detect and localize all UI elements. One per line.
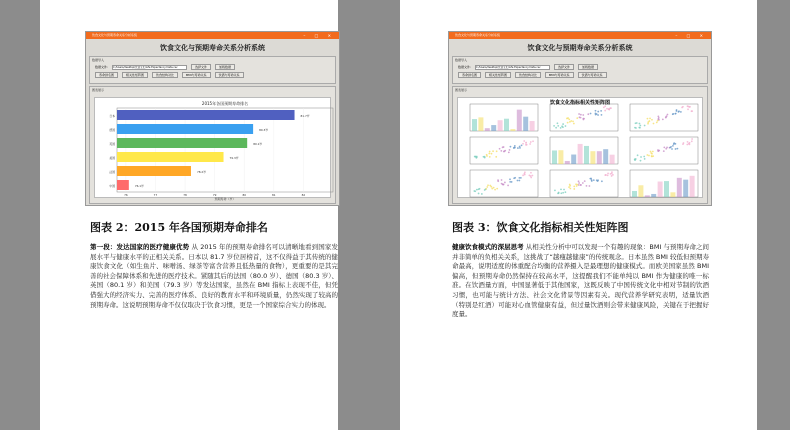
scatter-point [646,154,648,156]
scatter-point [676,148,678,150]
scatter-point [686,144,688,146]
scatter-point [665,148,667,150]
scatter-point [673,143,675,145]
scatter-point [524,171,526,173]
scatter-point [586,185,588,187]
x-tick-label: 79 [212,193,217,197]
scatter-point [507,185,509,187]
display-group [452,86,708,204]
histogram-bar [651,194,656,197]
scatter-point [509,181,511,183]
scatter-point [502,146,504,148]
histogram-bar [558,150,563,164]
histogram-bar [504,119,509,131]
scatter-point [595,110,597,112]
histogram-bar [530,121,535,131]
paragraph-body: 从 2015 年的预期寿命排名可以清晰地看到国家发展水平与健康水平的正相关关系。日本以 81.7 岁位居榜首，这不仅得益于其传统的健康饮食文化（如生鱼片、味噌汤、绿茶等富含营养且低热量的食物），更重要的是其完善的社会保障体系和先进的医疗技术。紧随其后的法国（80.0 岁）、德国（80.3 岁）、英国（80.1 岁）和美国（79.3 岁）等发达国家，虽然在 BMI 指标上表现不佳，但凭借强大的经济实力、完善的医疗体系、良好的教育水平和环境质量，仍然实现了较高的预期寿命。这说明预期寿命不仅仅取决于饮食习惯，更是一个国家综合实力的体现。 [90,243,338,309]
scatter-point [653,123,655,125]
scatter-point [608,108,610,110]
scatter-point [680,111,682,113]
data-label: 76.1岁 [134,184,144,188]
figure-caption-2: 图表 2：2015 年各国预期寿命排名 [90,221,268,234]
histogram-bar [690,176,695,197]
scatter-point [562,192,564,194]
scatter-point [652,151,654,153]
scatter-point [573,186,575,188]
x-tick-label: 76 [124,193,128,197]
bar [117,166,191,176]
scatter-point [501,183,503,185]
scatter-point [497,179,499,181]
histogram-bar [485,128,490,131]
ranking-chart-button[interactable]: 寿命排名图 [458,72,481,78]
scatter-point [486,186,488,188]
scatter-point [687,141,689,143]
scatter-point [489,156,491,158]
correlation-matrix-button[interactable]: 相关性矩阵图 [122,72,148,78]
scatter-point [518,180,520,182]
scatter-point [473,190,475,192]
histogram-bar [472,119,477,131]
scatter-point [584,180,586,182]
x-tick-label: 81 [272,193,276,197]
scatter-point [647,123,649,125]
scatter-point [499,148,501,150]
histogram-bar [478,117,483,131]
scatter-point [667,114,669,116]
histogram-bar [658,182,663,197]
import-group-label: 数据导入 [92,58,105,62]
scatter-point [578,113,580,115]
scatter-point [532,175,534,177]
scatter-point [638,127,640,129]
scatter-point [649,118,651,120]
scatter-point [597,180,599,182]
scatter-point [525,142,527,144]
file-path-input[interactable]: C:/Users/desktop/饮食文化/Life Expectancy Data.csv [112,65,187,70]
scatter-point [526,144,528,146]
matrix-area [457,97,703,198]
scatter-point [565,125,567,127]
scatter-point [517,147,519,149]
scatter-point [553,125,555,127]
scatter-point [569,185,571,187]
scatter-point [563,189,565,191]
histogram-bar [610,155,615,164]
bmi-life-button[interactable]: BMI与寿命关系 [182,72,211,78]
scatter-point [691,110,693,112]
choose-file-button[interactable]: 选择文件 [554,64,574,70]
scatter-point [588,185,590,187]
scatter-point [670,146,672,148]
scatter-point [605,174,607,176]
bar [117,152,224,162]
scatter-point [590,178,592,180]
scatter-point [591,180,593,182]
app-screenshot-ranking [85,31,340,206]
histogram-bar [590,151,595,164]
scatter-point [657,115,659,117]
scatter-point [509,178,511,180]
load-data-button[interactable]: 加载数据 [578,64,598,70]
scatter-point [562,126,564,128]
ranking-bar-chart [95,98,339,202]
scatter-point [504,182,506,184]
import-group [89,56,336,84]
chart-area [94,97,331,201]
scatter-point [560,127,562,129]
y-tick-label: 中国 [109,184,115,188]
scatter-point [601,114,603,116]
display-group-label: 图表展示 [92,88,105,92]
figure-caption-3: 图表 3：饮食文化指标相关性矩阵图 [452,221,629,234]
scatter-point [582,114,584,116]
histogram-bar [677,178,682,197]
app-heading: 饮食文化与预期寿命关系分析系统 [527,43,633,52]
scatter-point [597,114,599,116]
scatter-point [643,156,645,158]
plot-frame [117,108,333,192]
scatter-point [475,156,477,158]
load-data-button[interactable]: 加载数据 [215,64,235,70]
x-tick-label: 77 [153,193,158,197]
scatter-point [530,141,532,143]
scatter-point [564,191,566,193]
scatter-point [610,107,612,109]
scatter-point [578,180,580,182]
scatter-point [640,160,642,162]
scatter-point [689,144,691,146]
scatter-point [530,177,532,179]
y-tick-label: 法国 [109,170,115,174]
scatter-point [517,180,519,182]
x-tick-label: 82 [301,193,306,197]
scatter-point [691,140,693,142]
scatter-point [652,155,654,157]
bar [117,180,129,190]
scatter-point [640,156,642,158]
paragraph-body: 从相关性分析中可以发现一个有趣的现象：BMI 与预期寿命之间并非简单的负相关关系，这挑战了“越瘦越健康”的传统观念。日本虽然 BMI 较低但预期寿命最高，说明适度的体重配合均衡的营养摄入是最理想的健康模式。而欧美国家虽然 BMI 偏高，但预期寿命仍然保持在较高水平，这提醒我们不能单纯以 BMI 作为健康的唯一标准。在饮酒量方面，中国显著低于其他国家，这既反映了中国传统文化中相对节制的饮酒习惯，也可能与统计方法、社会文化背景等因素有关。现代营养学研究表明，适量饮酒（特别是红酒）可能对心血管健康有益，但过量饮酒则会带来健康风险，关键在于把握好度量。 [452,243,709,319]
scatter-point [530,172,532,174]
bar [117,110,295,120]
scatter-point [672,113,674,115]
scatter-point [513,177,515,179]
scatter-point [557,122,559,124]
scatter-point [687,108,689,110]
scatter-point [529,143,531,145]
scatter-point [656,122,658,124]
scatter-point [578,182,580,184]
scatter-point [674,113,676,115]
window-controls-icon: – □ ✕ [303,33,335,38]
histogram-bar [670,192,675,197]
y-tick-label: 英国 [109,142,115,146]
scatter-point [520,177,522,179]
scatter-point [557,125,559,127]
window-title: 饮食文化与预期寿命关系分析系统 [455,33,501,37]
scatter-point [644,158,646,160]
scatter-point [483,156,485,158]
x-tick-label: 78 [183,193,187,197]
window-titlebar [449,32,711,39]
display-group-label: 图表展示 [455,88,468,92]
scatter-point [606,108,608,110]
scatter-point [519,146,521,148]
alcohol-life-button[interactable]: 饮酒与寿命关系 [215,72,244,78]
scatter-point [572,120,574,122]
scatter-point [532,140,534,142]
scatter-point [555,127,557,129]
paragraph-left [90,243,338,310]
scatter-point [580,184,582,186]
paragraph-lead: 第一段：发达国家的医疗健康优势 [90,243,190,251]
histogram-bar [632,191,637,197]
scatter-point [662,118,664,120]
scatter-point [600,110,602,112]
scatter-point [691,138,693,140]
scatter-point [595,112,597,114]
scatter-point [522,143,524,145]
scatter-point [580,117,582,119]
scatter-point [513,147,515,149]
scatter-point [675,148,677,150]
scatter-point [647,118,649,120]
window-controls-icon: – □ ✕ [675,33,707,38]
ranking-chart-button[interactable]: 寿命排名图 [95,72,118,78]
scatter-point [663,146,665,148]
window-title: 饮食文化与预期寿命关系分析系统 [92,33,138,37]
histogram-bar [638,185,643,197]
scatter-point [489,151,491,153]
data-label: 80.1岁 [253,142,263,146]
y-tick-label: 德国 [109,128,115,132]
scatter-point [682,106,684,108]
scatter-point [485,188,487,190]
histogram-bar [510,129,515,131]
scatter-point [573,123,575,125]
scatter-point [607,173,609,175]
scatter-point [478,188,480,190]
scatter-point [637,154,639,156]
scatter-point [554,189,556,191]
scatter-point [582,182,584,184]
diet-compare-button[interactable]: 饮食结构对比 [515,72,541,78]
scatter-point [488,153,490,155]
data-label: 80.3岁 [259,128,269,132]
app-screenshot-matrix [448,31,712,206]
diet-compare-button[interactable]: 饮食结构对比 [152,72,178,78]
scatter-point [578,184,580,186]
scatter-point [486,155,488,157]
scatter-point [500,150,502,152]
display-group [89,86,336,204]
scatter-point [481,193,483,195]
x-axis-label: 预期寿命（岁） [214,197,236,201]
import-group-label: 数据导入 [455,58,468,62]
scatter-point [647,121,649,123]
import-group [452,56,708,84]
histogram-bar [578,144,583,164]
scatter-point [601,180,603,182]
scatter-point [587,113,589,115]
scatter-point [492,150,494,152]
alcohol-life-button[interactable]: 饮酒与寿命关系 [578,72,607,78]
scatter-point [496,188,498,190]
file-label: 数据文件: [95,65,109,69]
y-tick-label: 美国 [109,156,115,160]
scatter-point [597,111,599,113]
bar [117,138,247,148]
scatter-point [651,153,653,155]
scatter-point [560,192,562,194]
histogram-bar [584,146,589,164]
scatter-point [678,110,680,112]
scatter-point [580,114,582,116]
histogram-bar [523,117,528,131]
scatter-point [493,187,495,189]
scatter-point [491,153,493,155]
matrix-title: 饮食文化指标相关性矩阵图 [549,100,610,106]
histogram-bar [498,120,503,131]
correlation-matrix-plot [458,98,708,202]
scatter-point [501,179,503,181]
data-label: 78.2岁 [196,170,207,174]
scatter-point [566,118,568,120]
scatter-point [494,189,496,191]
data-label: 81.7岁 [300,114,310,118]
scatter-point [663,150,665,152]
scatter-point [524,174,526,176]
histogram-bar [645,195,650,197]
bar [117,124,253,134]
scatter-point [593,179,595,181]
scatter-point [523,140,525,142]
scatter-point [583,119,585,121]
scatter-point [575,183,577,185]
chart-title: 2015年各国预期寿命排名 [201,101,249,106]
scatter-point [569,188,571,190]
histogram-bar [517,110,522,131]
scatter-point [604,110,606,112]
scatter-point [508,151,510,153]
scatter-point [569,121,571,123]
scatter-point [672,145,674,147]
scatter-point [607,174,609,176]
scatter-point [676,109,678,111]
scatter-point [651,119,653,121]
histogram-bar [597,151,602,164]
paragraph-lead: 健康饮食模式的深层思考 [452,243,524,251]
matrix-cell [550,104,618,131]
matrix-cell [470,170,538,197]
bmi-life-button[interactable]: BMI与寿命关系 [545,72,574,78]
scatter-point [504,150,506,152]
scatter-point [476,189,478,191]
scatter-point [495,156,497,158]
window-titlebar [86,32,339,39]
scatter-point [490,186,492,188]
scatter-point [576,117,578,119]
scatter-point [522,174,524,176]
scatter-point [568,119,570,121]
y-tick-label: 日本 [109,114,115,118]
scatter-point [682,143,684,145]
scatter-point [514,145,516,147]
scatter-point [639,125,641,127]
scatter-point [557,192,559,194]
histogram-bar [491,125,496,131]
scatter-point [657,120,659,122]
scatter-point [634,127,636,129]
histogram-bar [571,155,576,164]
scatter-point [648,155,650,157]
scatter-point [487,184,489,186]
scatter-point [612,174,614,176]
histogram-bar [603,149,608,164]
scatter-point [573,188,575,190]
scatter-point [635,158,637,160]
scatter-point [644,125,646,127]
scatter-point [560,188,562,190]
scatter-point [562,123,564,125]
correlation-matrix-button[interactable]: 相关性矩阵图 [485,72,511,78]
x-tick-label: 80 [242,193,247,197]
histogram-bar [664,181,669,197]
app-heading: 饮食文化与预期寿命关系分析系统 [160,43,265,52]
histogram-bar [565,161,570,164]
scatter-point [665,117,667,119]
scatter-point [689,142,691,144]
scatter-point [671,148,673,150]
scatter-point [521,144,523,146]
histogram-bar [552,150,557,164]
scatter-point [478,193,480,195]
file-path-input[interactable]: C:/Users/desktop/饮食文化/Life Expectancy Data.csv [475,65,550,70]
paragraph-right [452,243,709,320]
scatter-point [636,122,638,124]
scatter-point [689,106,691,108]
scatter-point [496,150,498,152]
choose-file-button[interactable]: 选择文件 [191,64,211,70]
scatter-point [509,149,511,151]
scatter-point [658,150,660,152]
scatter-point [567,122,569,124]
data-label: 79.3岁 [229,156,239,160]
scatter-point [639,123,641,125]
matrix-cell [470,137,538,164]
histogram-bar [683,180,688,197]
scatter-point [590,113,592,115]
scatter-point [510,146,512,148]
file-label: 数据文件: [458,65,472,69]
